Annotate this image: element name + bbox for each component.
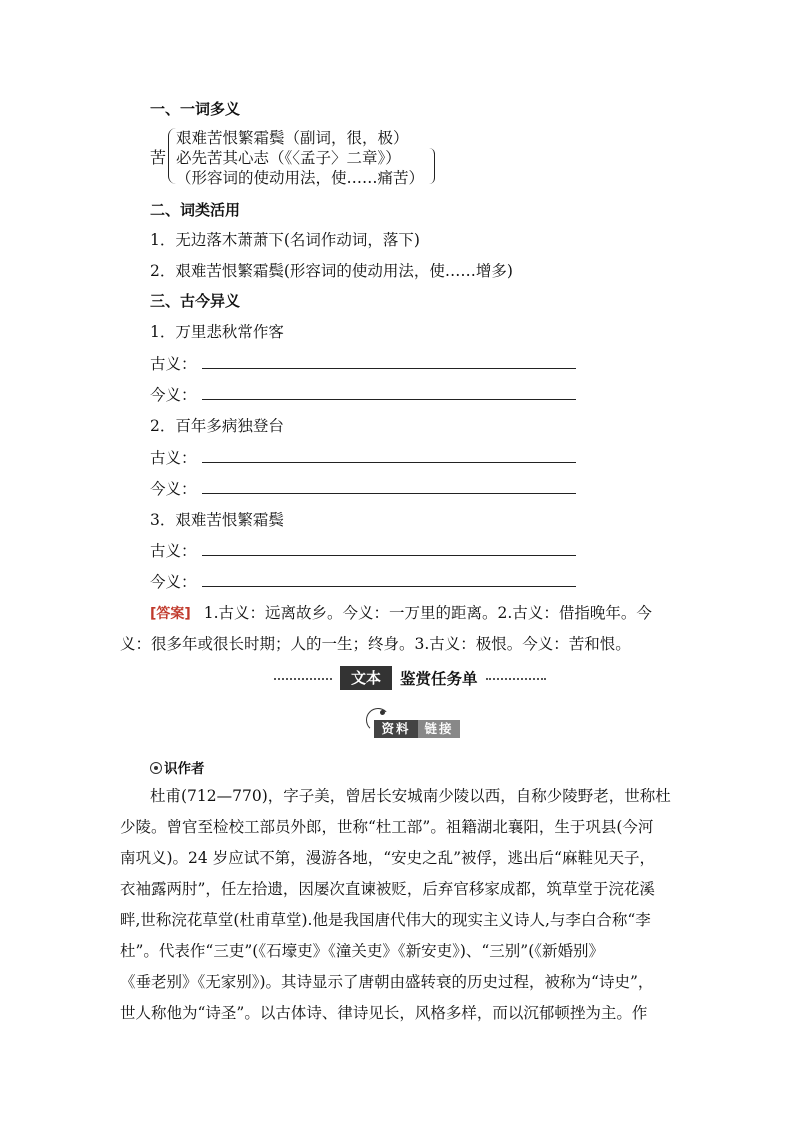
tag-dot-icon <box>380 710 385 715</box>
tag-part-2: 链接 <box>418 720 460 738</box>
banner-dots-right <box>486 678 546 680</box>
author-para-line-8: 世人称他为“诗圣”。以古体诗、律诗见长，风格多样，而以沉郁顿挫为主。作 <box>120 1004 648 1022</box>
ancient-label: 古义： <box>150 355 197 373</box>
author-para-line-6: 杜”。代表作“三吏”(《石壕吏》《潼关吏》《新安吏》)、“三别”(《新婚别》 <box>120 942 605 960</box>
modern-meaning-row-3[interactable] <box>150 570 197 592</box>
modern-label: 今义： <box>150 573 197 591</box>
answer-line-1 <box>150 601 652 623</box>
answer-blank <box>202 368 576 369</box>
section-2-title: 二、词类活用 <box>150 201 241 219</box>
section-3-title: 三、古今异义 <box>150 292 241 310</box>
ancient-label: 古义： <box>150 542 197 560</box>
answer-text-1: 1.古义：远离故乡。今义：一万里的距离。2.古义：借指晚年。今 <box>203 604 652 622</box>
author-para-line-3: 南巩义)。24 岁应试不第，漫游各地，“安史之乱”被俘，逃出后“麻鞋见天子， <box>120 849 655 867</box>
section-1-title: 一、一词多义 <box>150 100 241 118</box>
ancient-modern-title-1: 1．万里悲秋常作客 <box>150 323 284 341</box>
modern-meaning-row-2[interactable] <box>150 477 197 499</box>
answer-blank <box>202 555 576 556</box>
ancient-meaning-row-2[interactable] <box>150 446 197 468</box>
answer-blank <box>202 399 576 400</box>
word-class-item-1: 1．无边落木萧萧下(名词作动词，落下) <box>150 231 420 249</box>
answer-blank <box>202 462 576 463</box>
banner-dots-left <box>274 678 332 680</box>
ancient-meaning-row-3[interactable] <box>150 539 197 561</box>
resource-link-tag <box>366 708 462 740</box>
author-para-line-2: 少陵。曾官至检校工部员外郎，世称“杜工部”。祖籍湖北襄阳，生于巩县(今河 <box>120 818 654 836</box>
ancient-label: 古义： <box>150 449 197 467</box>
modern-meaning-row-1[interactable] <box>150 383 197 405</box>
answer-tag: [答案] <box>150 606 191 622</box>
word-class-item-2: 2．艰难苦恨繁霜鬓(形容词的使动用法，使……增多) <box>150 262 513 280</box>
ancient-modern-title-2: 2．百年多病独登台 <box>150 417 284 435</box>
polysemy-char: 苦 <box>150 148 167 167</box>
modern-label: 今义： <box>150 480 197 498</box>
author-section-label: 识作者 <box>164 761 205 777</box>
polysemy-item-2: 必先苦其心志（《〈孟子〉二章》） <box>176 149 401 167</box>
author-para-line-1: 杜甫(712—770)，字子美，曾居长安城南少陵以西，自称少陵野老，世称杜 <box>150 787 671 805</box>
answer-blank <box>202 586 576 587</box>
target-icon <box>150 762 162 774</box>
tag-part-1: 资料 <box>374 720 418 738</box>
banner-title: 鉴赏任务单 <box>400 670 478 688</box>
author-para-line-5: 畔,世称浣花草堂(杜甫草堂).他是我国唐代伟大的现实主义诗人,与李白合称“李 <box>120 911 651 929</box>
author-para-line-7: 《垂老别》《无家别》)。其诗显示了唐朝由盛转衰的历史过程，被称为“诗史”， <box>120 973 654 991</box>
answer-line-2: 义：很多年或很长时期；人的一生；终身。3.古义：极恨。今义：苦和恨。 <box>120 635 631 653</box>
answer-blank <box>202 493 576 494</box>
author-para-line-4: 衣袖露两肘”，任左拾遗，因屡次直谏被贬，后弃官移家成都，筑草堂于浣花溪 <box>120 880 655 898</box>
ancient-modern-title-3: 3．艰难苦恨繁霜鬓 <box>150 511 284 529</box>
modern-label: 今义： <box>150 386 197 404</box>
polysemy-item-3: （形容词的使动用法，使……痛苦） <box>176 169 425 187</box>
right-brace <box>428 148 435 184</box>
banner-box: 文本 <box>340 666 392 690</box>
polysemy-item-1: 艰难苦恨繁霜鬓（副词，很，极） <box>176 129 409 147</box>
author-section-heading <box>150 757 205 777</box>
ancient-meaning-row-1[interactable] <box>150 352 197 374</box>
